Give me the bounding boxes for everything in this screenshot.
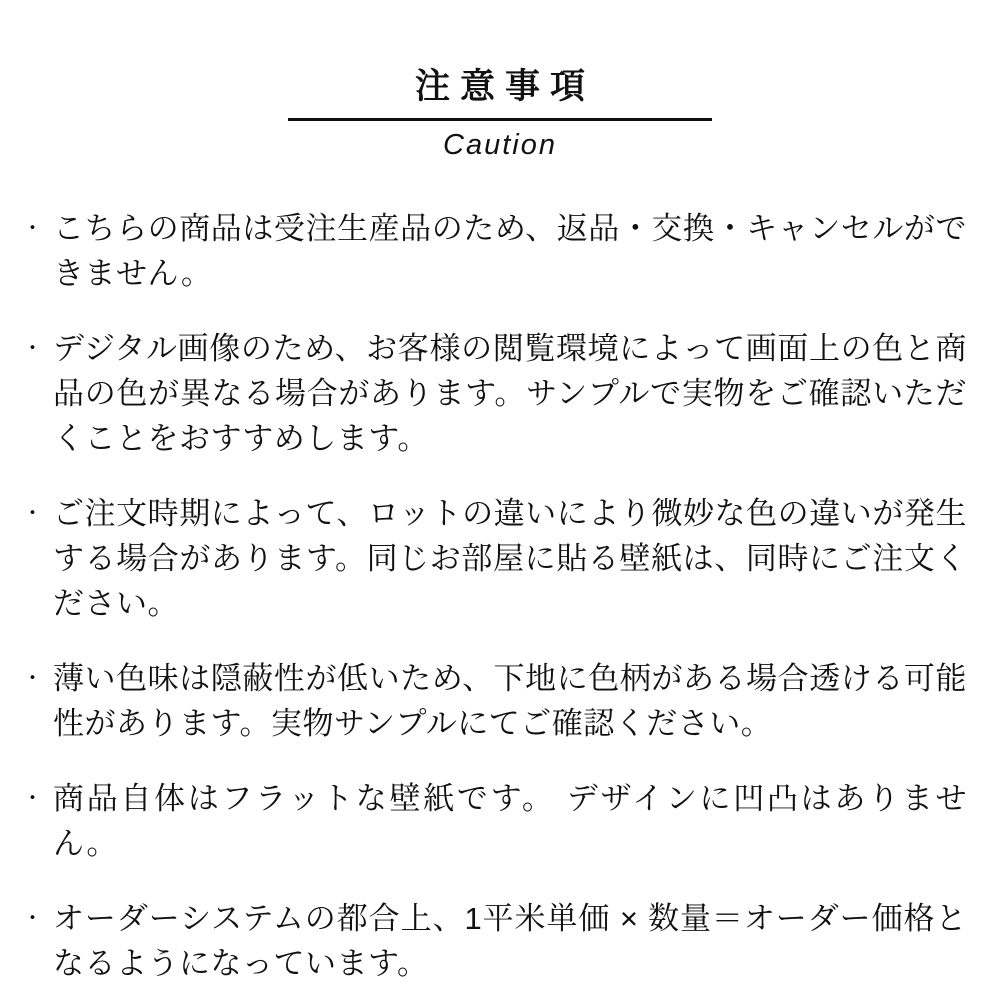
list-item — [22, 656, 967, 746]
bullet-marker: ・ — [22, 906, 43, 930]
list-item — [22, 776, 967, 866]
caution-text: こちらの商品は受注生産品のため、返品・交換・キャンセルができません。 — [53, 210, 967, 291]
caution-list — [0, 206, 1000, 986]
bullet-marker: ・ — [22, 501, 43, 525]
caution-text: ご注文時期によって、ロットの違いにより微妙な色の違いが発生する場合があります。同じお部屋に貼る壁紙は、同時にご注文ください。 — [53, 495, 967, 621]
bullet-marker: ・ — [22, 786, 43, 810]
list-item — [22, 326, 967, 461]
list-item — [22, 896, 967, 986]
bullet-marker: ・ — [22, 666, 43, 690]
list-item — [22, 206, 967, 296]
bullet-marker: ・ — [22, 336, 43, 360]
title-underline-rule — [288, 118, 712, 121]
caution-text: オーダーシステムの都合上、1平米単価 × 数量＝オーダー価格となるようになっています。 — [53, 900, 967, 981]
caution-text: 商品自体はフラットな壁紙です。 デザインに凹凸はありません。 — [53, 780, 967, 861]
header — [0, 0, 1000, 162]
caution-text: デジタル画像のため、お客様の閲覧環境によって画面上の色と商品の色が異なる場合があります。サンプルで実物をご確認いただくことをおすすめします。 — [53, 330, 967, 456]
page-title: 注意事項 — [414, 67, 595, 106]
bullet-marker: ・ — [22, 216, 43, 240]
caution-text: 薄い色味は隠蔽性が低いため、下地に色柄がある場合透ける可能性があります。実物サンプルにてご確認ください。 — [53, 660, 967, 741]
list-item — [22, 491, 967, 626]
page-subtitle: Caution — [443, 129, 557, 161]
